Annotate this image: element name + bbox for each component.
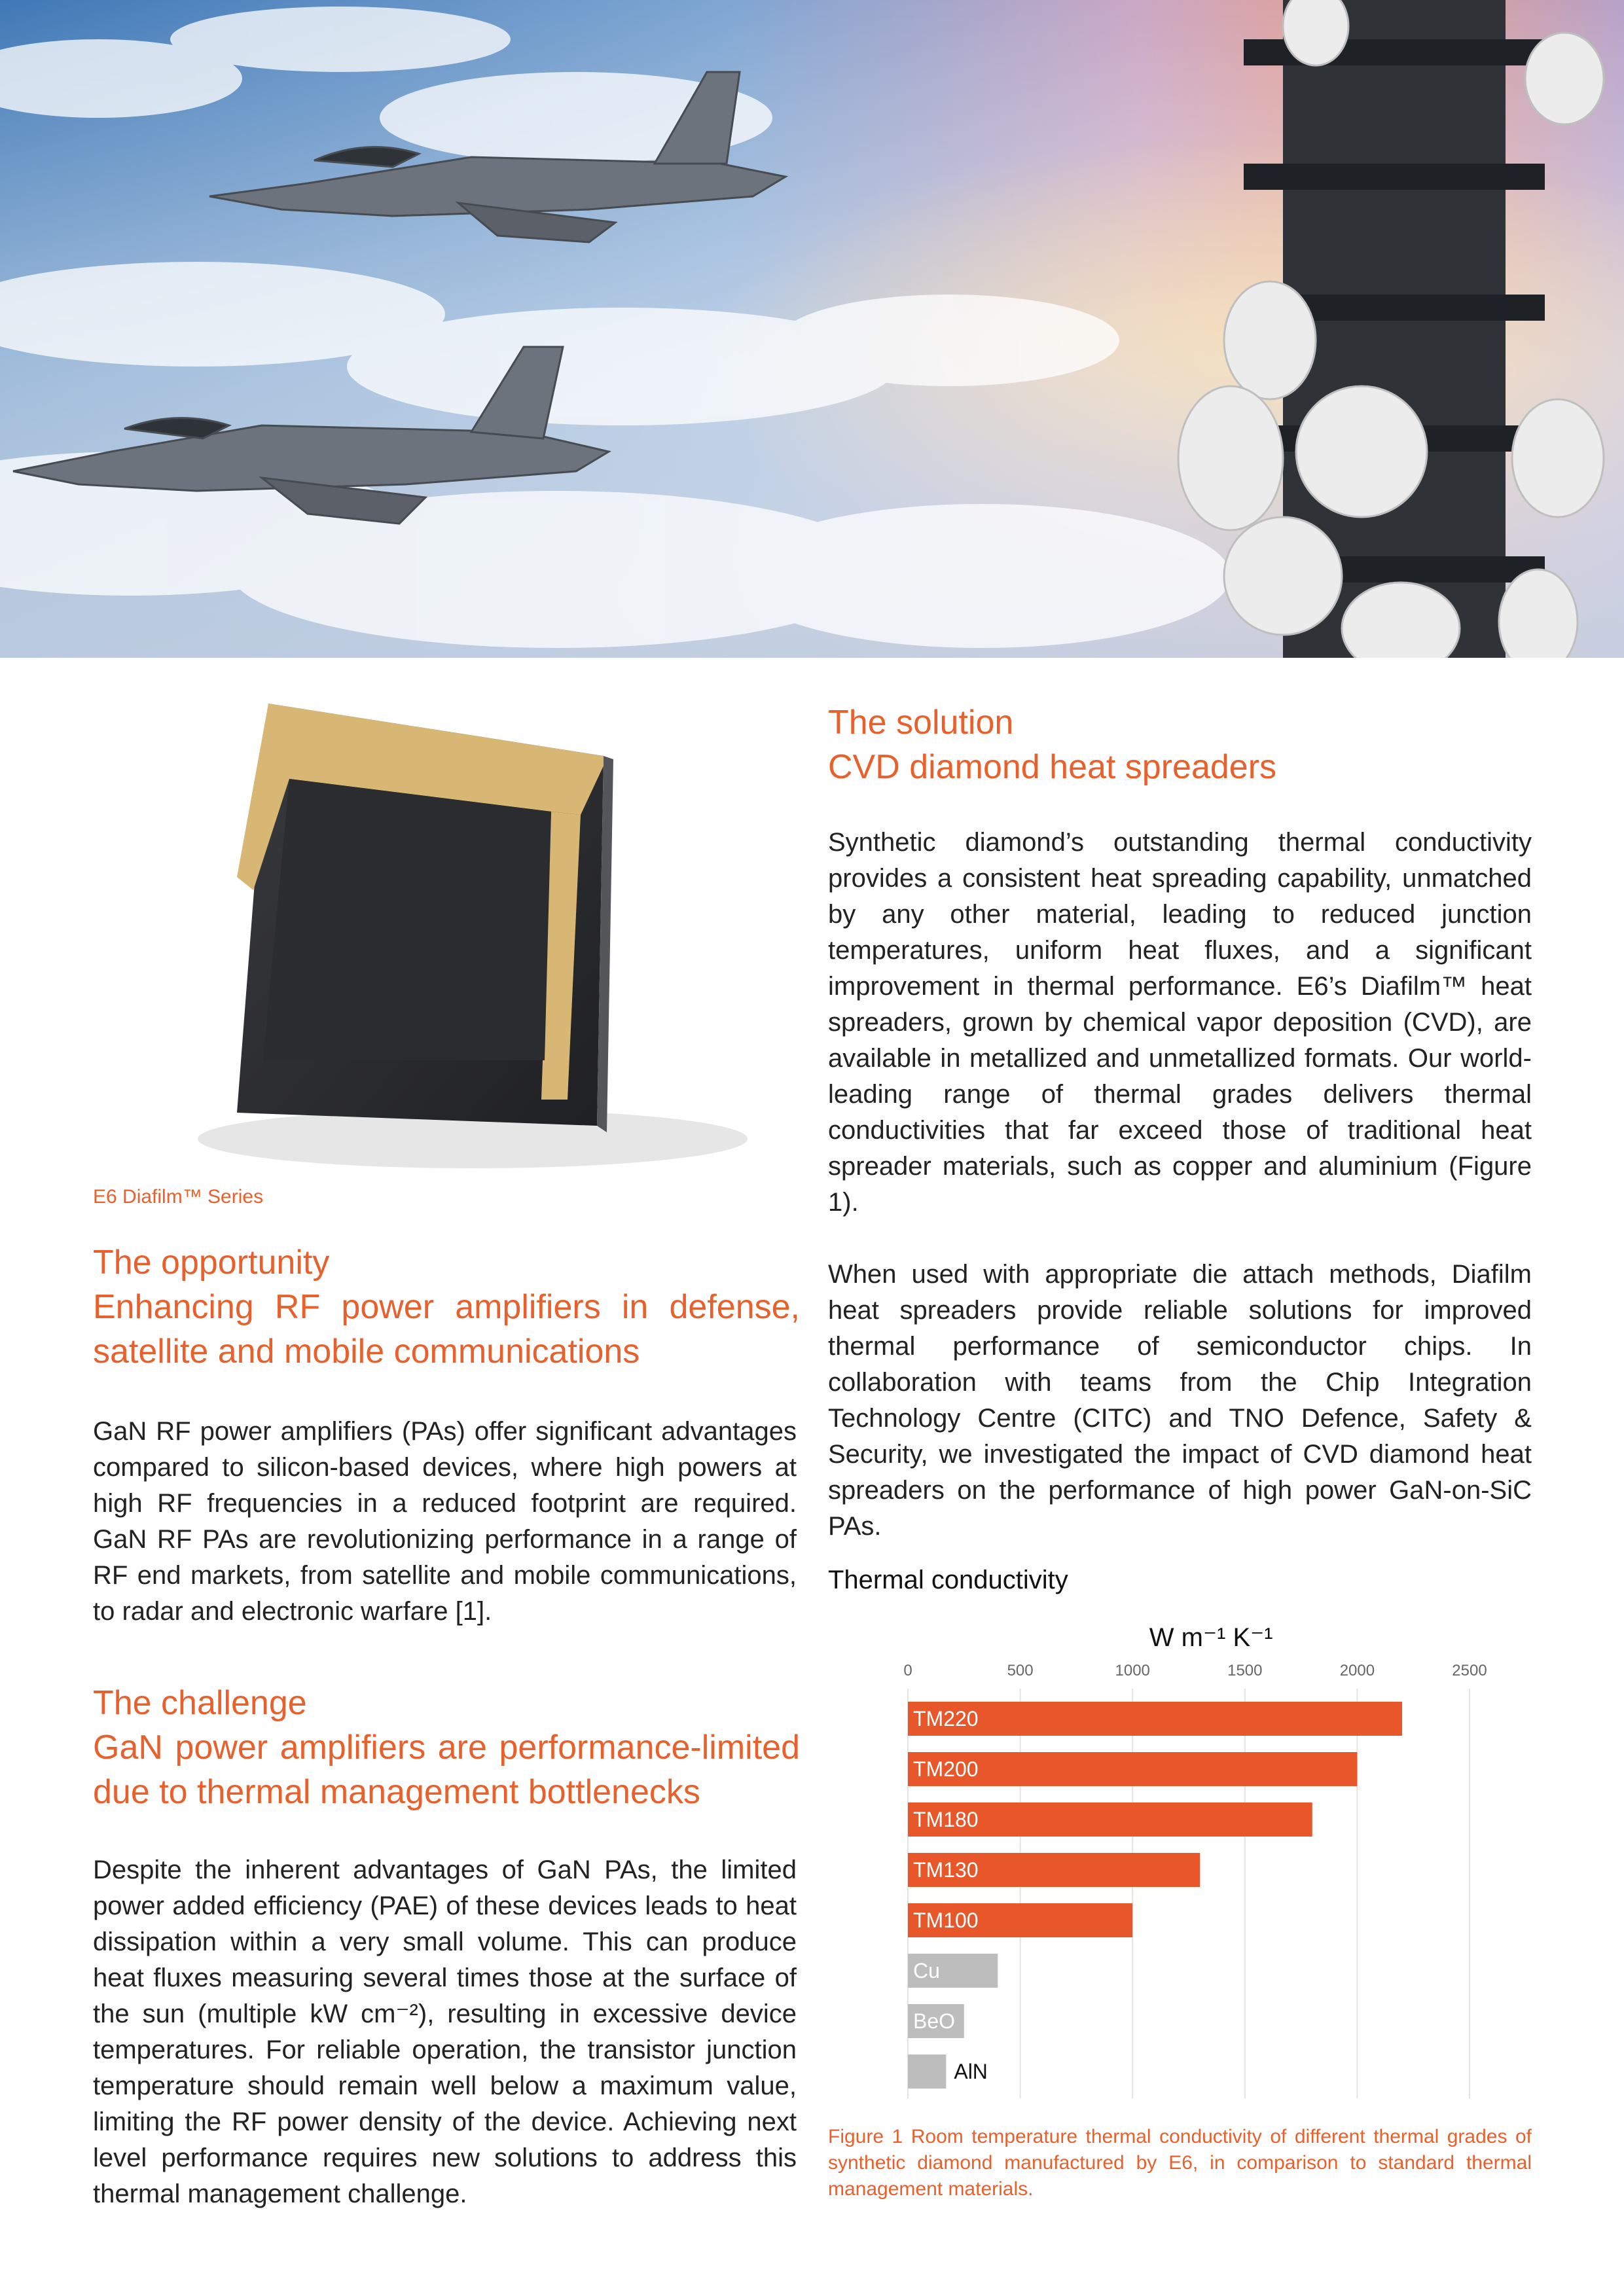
figure-label: Figure 1 <box>828 2126 903 2147</box>
figure-caption <box>828 2124 1532 2202</box>
product-caption: E6 Diafilm™ Series <box>93 1186 264 1208</box>
solution-body-1: Synthetic diamond’s outstanding thermal conductivity provides a consistent heat spreading capability, unmatched by any other material, leading to reduced junction temperatures, uniform heat fluxes, and a significant improvement in thermal performance. E6’s Diafilm™ heat spreaders, grown by chemical vapor deposition (CVD), are available in metallized and unmetallized formats. Our world-leading range of thermal grades delivers thermal conductivities that far exceed those of traditional heat spreader materials, such as copper and aluminium (Figure 1). <box>828 828 1532 1217</box>
hero-illustration <box>0 0 1624 658</box>
solution-subtitle: CVD diamond heat spreaders <box>828 748 1277 786</box>
opportunity-subtitle: Enhancing RF power amplifiers in defense, satellite and mobile communications <box>93 1288 800 1371</box>
bar-aln <box>908 2054 946 2089</box>
bar-label-aln: AlN <box>954 2060 988 2083</box>
bar-label-cu: Cu <box>913 1959 940 1982</box>
chart-svg <box>828 1617 1535 2101</box>
opportunity-title: The opportunity <box>93 1244 330 1282</box>
bar-label-tm100: TM100 <box>913 1909 979 1932</box>
challenge-body: Despite the inherent advantages of GaN PAs, the limited power added efficiency (PAE) of these devices leads to heat dissipation within a very small volume. This can produce heat fluxes measuring several times those at the surface of the sun (multiple kW cm⁻²), resulting in excessive device temperatures. For reliable operation, the transistor junction temperature should remain well below a maximum value, limiting the RF power density of the device. Achieving next level performance requires new solutions to address this thermal management challenge. <box>93 1856 797 2208</box>
bar-tm220 <box>908 1702 1402 1736</box>
x-axis-label: W m⁻¹ K⁻¹ <box>1149 1623 1273 1652</box>
bar-label-beo: BeO <box>913 2009 956 2033</box>
thermal-conductivity-chart <box>828 1617 1535 2101</box>
figure-text: Room temperature thermal conductivity of different thermal grades of synthetic diamond manufactured by E6, in comparison to standard thermal management materials. <box>828 2126 1532 2200</box>
x-tick-label: 1500 <box>1227 1662 1263 1679</box>
hero-image <box>0 0 1624 658</box>
opportunity-body: GaN RF power amplifiers (PAs) offer significant advantages compared to silicon-based devices, where high powers at high RF frequencies in a reduced footprint are required. GaN RF PAs are revolutionizing performance in a range of RF end markets, from satellite and mobile communications, to radar and electronic warfare [1]. <box>93 1417 797 1626</box>
chart-section-title: Thermal conductivity <box>828 1566 1068 1594</box>
solution-heading <box>828 700 1535 789</box>
x-tick-label: 500 <box>1007 1662 1034 1679</box>
bar-label-tm130: TM130 <box>913 1858 979 1882</box>
x-tick-label: 2000 <box>1339 1662 1375 1679</box>
product-photo <box>93 681 787 1204</box>
x-tick-label: 0 <box>903 1662 912 1679</box>
x-tick-label: 1000 <box>1115 1662 1150 1679</box>
opportunity-heading <box>93 1240 800 1374</box>
challenge-subtitle: GaN power amplifiers are performance-limited due to thermal management bottlenecks <box>93 1729 800 1811</box>
bar-label-tm200: TM200 <box>913 1757 979 1781</box>
challenge-heading <box>93 1681 800 1814</box>
bar-label-tm220: TM220 <box>913 1707 979 1731</box>
bar-label-tm180: TM180 <box>913 1808 979 1831</box>
challenge-title: The challenge <box>93 1684 307 1722</box>
solution-body-2: When used with appropriate die attach methods, Diafilm heat spreaders provide reliable solutions for improved thermal performance of semiconductor chips. In collaboration with teams from the Chip Integration Technology Centre (CITC) and TNO Defence, Safety & Security, we investigated the impact of CVD diamond heat spreaders on the performance of high power GaN-on-SiC PAs. <box>828 1260 1532 1541</box>
solution-title: The solution <box>828 704 1014 742</box>
x-tick-label: 2500 <box>1452 1662 1487 1679</box>
